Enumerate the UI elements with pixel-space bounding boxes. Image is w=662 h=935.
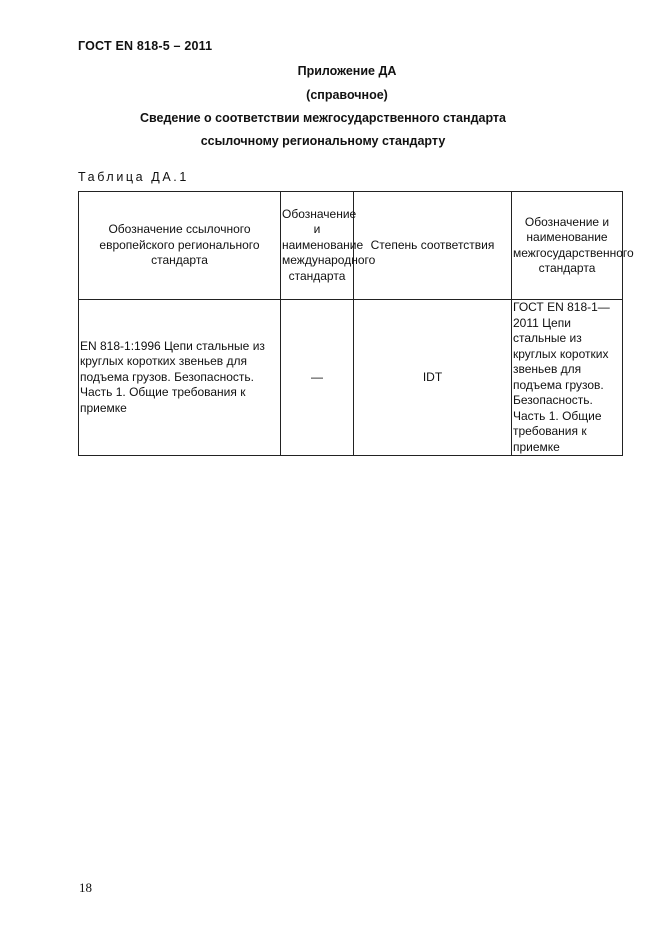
cell-conformity: IDT [354,300,512,456]
standard-code: ГОСТ EN 818-5 – 2011 [78,39,213,53]
page-number: 18 [79,880,92,895]
table-header-row [79,192,623,300]
cell-intl-standard: — [281,300,354,456]
appendix-status: (справочное) [306,88,388,102]
cell-ref-standard: EN 818-1:1996 Цепи стальные из круглых коротких звеньев для подъема грузов. Безопасность. Часть 1. Общие требования к приемке [79,300,281,456]
cell-interstate-standard: ГОСТ EN 818-1—2011 Цепи стальные из круглых коротких звеньев для подъема грузов. Безопасность. Часть 1. Общие требования к приемке [512,300,623,456]
column-header-conformity: Степень соответствия [354,192,512,300]
table-row [79,300,623,456]
table-caption: Таблица ДА.1 [78,170,189,184]
column-header-intl-standard: Обозначение и наименование международного стандарта [281,192,354,300]
conformity-table [78,191,634,456]
appendix-label: Приложение ДА [297,64,397,78]
column-header-ref-standard: Обозначение ссылочного европейского регионального стандарта [79,192,281,300]
appendix-title-line1: Сведение о соответствии межгосударственного стандарта [139,111,506,125]
column-header-interstate-standard: Обозначение и наименование межгосударственного стандарта [512,192,623,300]
appendix-title-line2: ссылочному региональному стандарту [200,134,446,148]
